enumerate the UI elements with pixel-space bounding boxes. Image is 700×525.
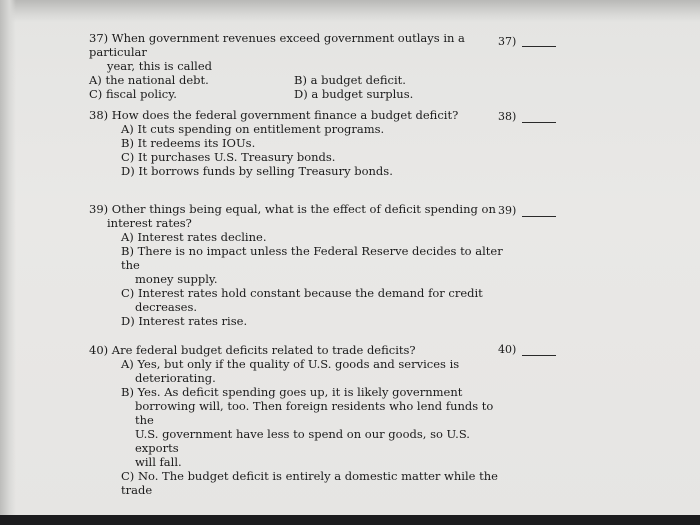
question-38-options <box>89 122 509 178</box>
option-40-a-cont: deteriorating. <box>135 371 216 385</box>
option-40-c: C) No. The budget deficit is entirely a domestic matter while the trade <box>121 469 498 497</box>
question-40-stem: 40) Are federal budget deficits related to trade deficits? <box>89 343 416 357</box>
question-40 <box>89 343 509 497</box>
question-38-stem: 38) How does the federal government finance a budget deficit? <box>89 108 459 122</box>
option-38-b: B) It redeems its IOUs. <box>121 136 256 150</box>
desk-bottom-edge <box>0 515 700 525</box>
answer-number-37: 37) <box>498 35 517 48</box>
option-40-b-cont-2: U.S. government have less to spend on our goods, so U.S. exports <box>135 427 470 455</box>
answer-number-40: 40) <box>498 343 517 356</box>
answer-number-38: 38) <box>498 110 517 123</box>
option-38-d: D) It borrows funds by selling Treasury bonds. <box>121 164 393 178</box>
question-39-options <box>89 230 509 328</box>
option-37-a: A) the national debt. <box>89 73 209 87</box>
option-37-c: C) fiscal policy. <box>89 87 177 101</box>
option-40-b: B) Yes. As deficit spending goes up, it is likely government <box>121 385 463 399</box>
answer-blank-40[interactable] <box>522 342 556 356</box>
question-37-stem: 37) When government revenues exceed government outlays in a particular <box>89 31 465 59</box>
question-39-stem: 39) Other things being equal, what is the effect of deficit spending on <box>89 202 496 216</box>
answer-blank-37[interactable] <box>522 33 556 47</box>
option-39-b-cont: money supply. <box>135 272 218 286</box>
question-38 <box>89 108 509 178</box>
option-38-a: A) It cuts spending on entitlement programs. <box>121 122 385 136</box>
option-38-c: C) It purchases U.S. Treasury bonds. <box>121 150 336 164</box>
option-37-b: B) a budget deficit. <box>294 73 406 87</box>
option-40-a: A) Yes, but only if the quality of U.S. goods and services is <box>121 357 460 371</box>
question-40-options <box>89 357 509 497</box>
option-37-d: D) a budget surplus. <box>294 87 414 101</box>
option-39-a: A) Interest rates decline. <box>121 230 267 244</box>
option-39-d: D) Interest rates rise. <box>121 314 248 328</box>
question-37-stem-cont: year, this is called <box>107 59 213 73</box>
option-39-c-cont: decreases. <box>135 300 198 314</box>
option-40-b-cont-1: borrowing will, too. Then foreign residents who lend funds to the <box>135 399 494 427</box>
answer-blank-39[interactable] <box>522 203 556 217</box>
option-40-b-cont-3: will fall. <box>135 455 182 469</box>
paper-left-shadow <box>0 0 16 525</box>
answer-blank-38[interactable] <box>522 109 556 123</box>
option-39-c: C) Interest rates hold constant because the demand for credit <box>121 286 483 300</box>
option-39-b: B) There is no impact unless the Federal Reserve decides to alter the <box>121 244 503 272</box>
paper-top-edge <box>0 0 700 22</box>
question-39 <box>89 202 509 328</box>
answer-number-39: 39) <box>498 204 517 217</box>
question-39-stem-cont: interest rates? <box>107 216 192 230</box>
question-37-options <box>89 73 509 101</box>
question-37 <box>89 31 509 101</box>
